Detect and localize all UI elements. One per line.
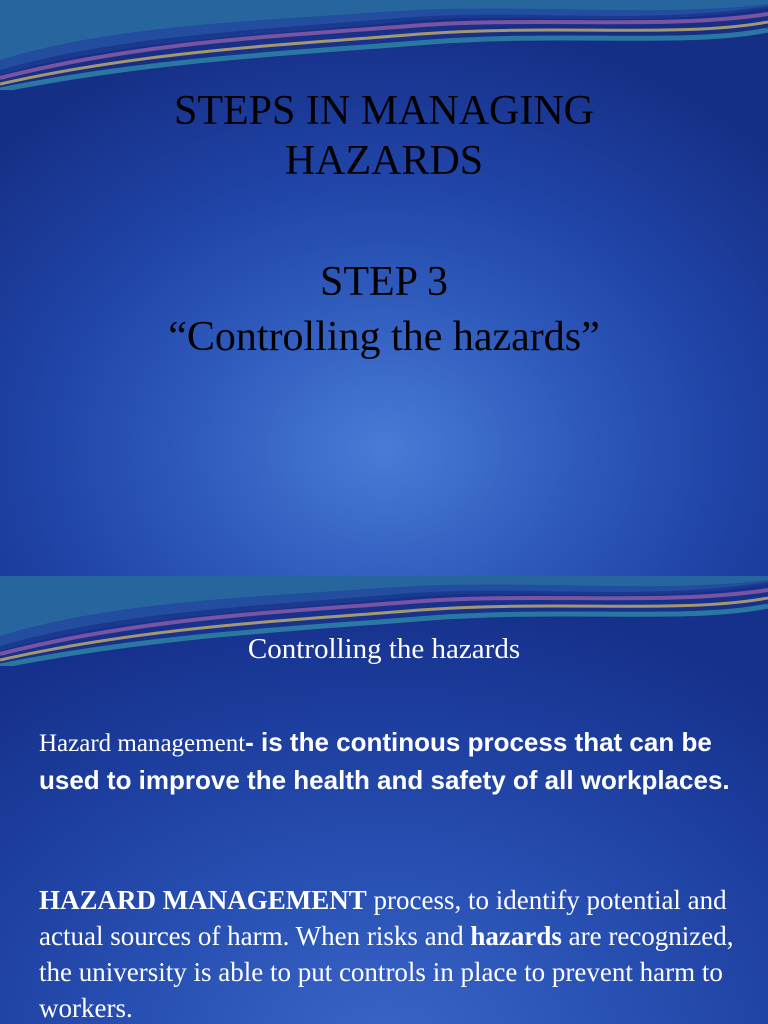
slide-title [0,86,768,186]
title-line-1: STEPS IN MANAGING [173,88,595,134]
definition-term: Hazard management [39,730,246,757]
swoosh-decoration [0,0,768,90]
slide-heading: Controlling the hazards [247,633,521,665]
hazards-term: hazards [470,921,562,951]
process-term: HAZARD MANAGEMENT [39,885,367,915]
title-line-2: HAZARDS [284,138,484,184]
process-text-2: are recognized, the university is able to put controls in place to prevent harm to workers. [39,921,734,1023]
step-label: STEP 3 [320,259,448,305]
process-text-1: process, to identify potential and actual sources of harm. When risks and [39,885,727,951]
slide-2 [0,576,768,1024]
definition-paragraph [39,724,754,798]
definition-text: - is the continous process that can be used to improve the health and safety of all workplaces. [39,727,730,795]
process-paragraph [39,882,754,1024]
step-subtitle: “Controlling the hazards” [168,314,600,360]
